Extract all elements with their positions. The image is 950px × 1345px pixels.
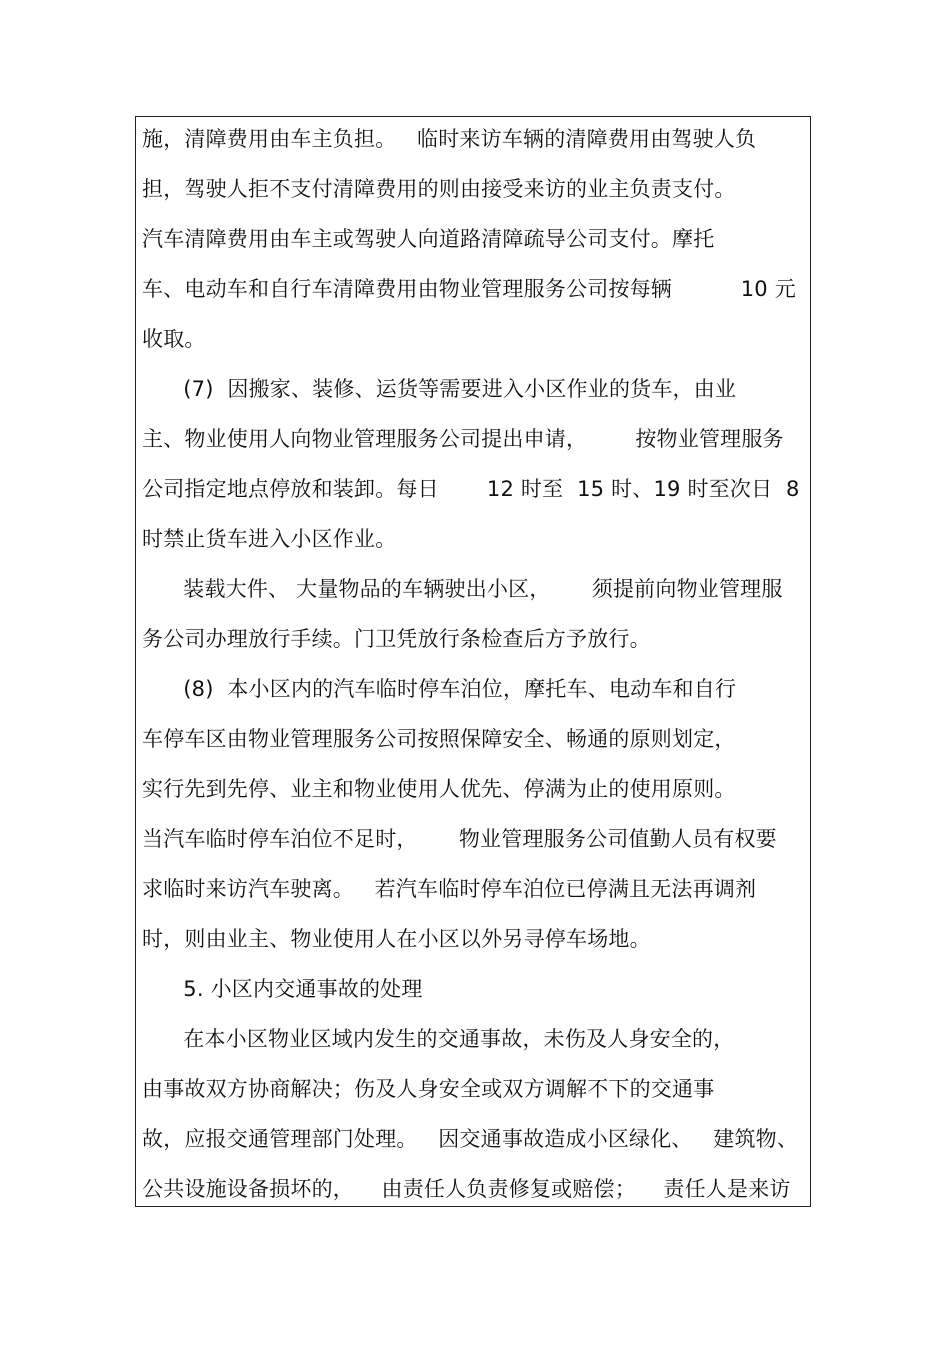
text-line: 主、物业使用人向物业管理服务公司提出申请， 按物业管理服务	[142, 427, 784, 451]
text-line: 公司指定地点停放和装卸。每日 12 时至 15 时、19 时至次日 8	[142, 477, 800, 501]
text-line: 公共设施设备损坏的， 由责任人负责修复或赔偿； 责任人是来访	[142, 1177, 791, 1201]
section-heading: 5. 小区内交通事故的处理	[142, 977, 423, 1001]
text-line: 在本小区物业区域内发生的交通事故，未伤及人身安全的，	[142, 1027, 735, 1051]
text-line: 车、电动车和自行车清障费用由物业管理服务公司按每辆 10 元	[142, 277, 796, 301]
text-line: 担，驾驶人拒不支付清障费用的则由接受来访的业主负责支付。	[142, 177, 736, 201]
text-line: 施，清障费用由车主负担。 临时来访车辆的清障费用由驾驶人负	[142, 127, 757, 151]
text-line: 当汽车临时停车泊位不足时， 物业管理服务公司值勤人员有权要	[142, 827, 777, 851]
text-line: 实行先到先停、业主和物业使用人优先、停满为止的使用原则。	[142, 777, 736, 801]
text-line: (8) 本小区内的汽车临时停车泊位，摩托车、电动车和自行	[142, 677, 737, 701]
text-line: 务公司办理放行手续。门卫凭放行条检查后方予放行。	[142, 627, 651, 651]
text-line: 由事故双方协商解决；伤及人身安全或双方调解不下的交通事	[142, 1077, 715, 1101]
text-line: 时，则由业主、物业使用人在小区以外另寻停车场地。	[142, 927, 651, 951]
text-line: 故，应报交通管理部门处理。 因交通事故造成小区绿化、 建筑物、	[142, 1127, 799, 1151]
text-line: 汽车清障费用由车主或驾驶人向道路清障疏导公司支付。摩托	[142, 227, 715, 251]
text-line: 车停车区由物业管理服务公司按照保障安全、畅通的原则划定，	[142, 727, 736, 751]
text-line: 求临时来访汽车驶离。 若汽车临时停车泊位已停满且无法再调剂	[142, 877, 757, 901]
text-line: (7) 因搬家、装修、运货等需要进入小区作业的货车，由业	[142, 377, 737, 401]
text-line: 收取。	[142, 327, 206, 351]
text-line: 时禁止货车进入小区作业。	[142, 527, 397, 551]
text-line: 装载大件、 大量物品的车辆驶出小区， 须提前向物业管理服	[142, 577, 783, 601]
